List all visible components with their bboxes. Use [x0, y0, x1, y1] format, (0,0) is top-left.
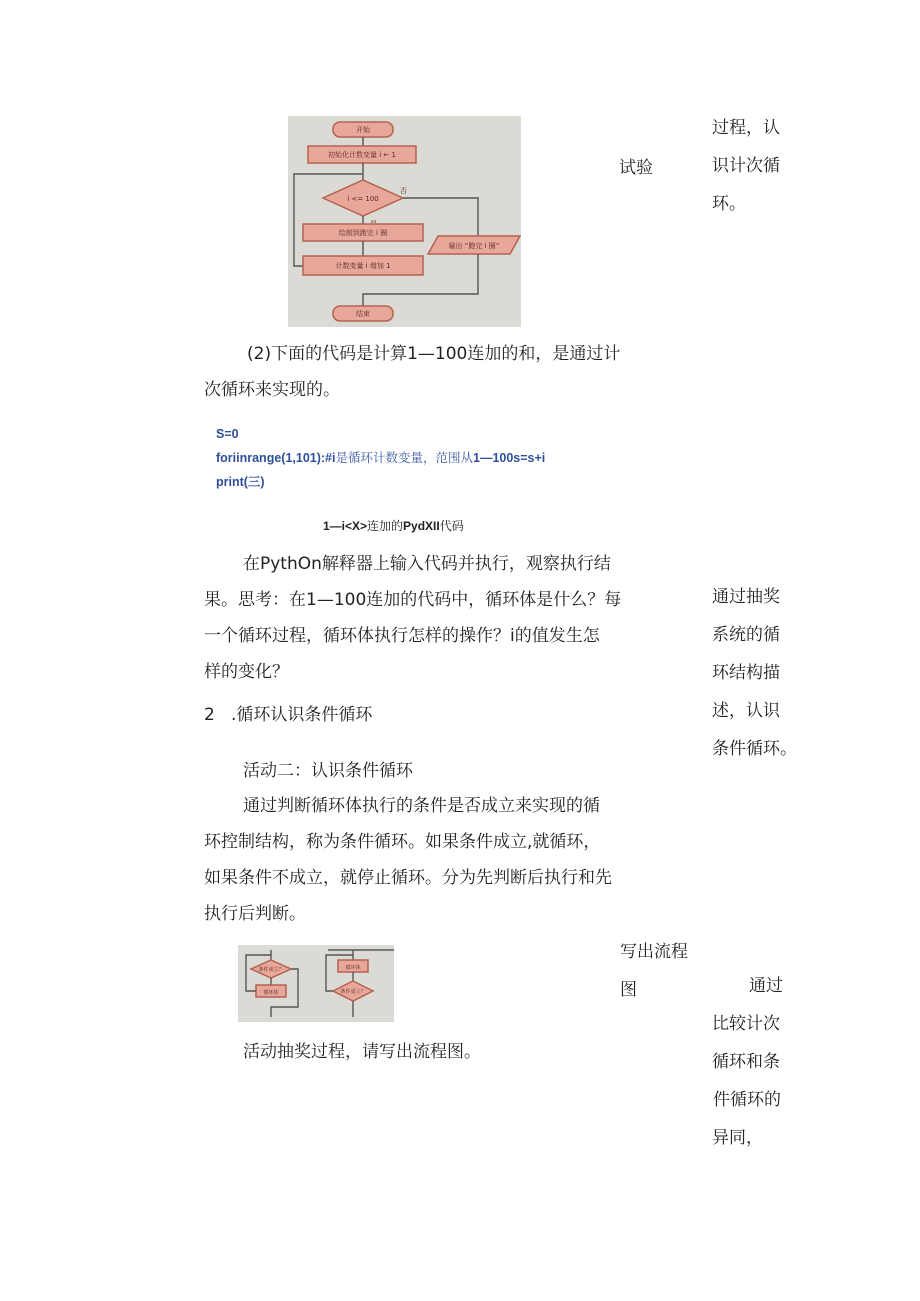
- right-note-2: 通过抽奖 系统的循 环结构描 述，认识 条件循环。: [712, 587, 797, 759]
- paragraph-think: 在PythOn解释器上输入代码并执行，观察执行结 果。思考：在1—100连加的代码中，循环体是什么？每 一个循环过程，循环体执行怎样的操作？i的值发生怎 样的变化？: [204, 554, 622, 682]
- flow-body-text: 绘制到跑完 i 圈: [338, 229, 388, 237]
- svg-text:循环体: 循环体: [345, 965, 361, 971]
- activity-2-title: 活动二：认识条件循环: [243, 761, 413, 781]
- flowchart-image-1: [288, 116, 521, 327]
- code-caption: 1—i<X>连加的PydXII代码: [323, 519, 464, 533]
- paragraph-condition-loop: 通过判断循环体执行的条件是否成立来实现的循 环控制结构，称为条件循环。如果条件成立,就循环， 如果条件不成立，就停止循环。分为先判断后执行和先 执行后判断。: [204, 796, 612, 924]
- svg-text:循环体: 循环体: [263, 990, 279, 996]
- code-line-2: foriinrange(1,101):#i是循环计数变量，范围从1—100s=s+i: [216, 450, 546, 465]
- flow-start-text: 开始: [356, 126, 370, 134]
- flow-output-text: 输出 “跑完 i 圈”: [448, 242, 500, 250]
- code-block: [216, 422, 545, 494]
- section-heading-2: 2 .循环认识条件循环: [204, 705, 373, 725]
- test-label: 试验: [619, 158, 653, 178]
- svg-text:条件成立？: 条件成立？: [258, 967, 284, 973]
- right-note-1: 过程，认 识计次循 环。: [712, 118, 780, 214]
- paragraph-code-intro: (2)下面的代码是计算1—100连加的和，是通过计 次循环来实现的。: [204, 344, 621, 400]
- svg-text:条件成立？: 条件成立？: [340, 989, 366, 995]
- flow-init-text: 初始化计数变量 i ← 1: [328, 151, 396, 159]
- flow-decision-text: i <= 100: [347, 195, 379, 203]
- flow-increment-text: 计数变量 i 增加 1: [335, 262, 391, 270]
- activity-prompt: 活动抽奖过程，请写出流程图。: [243, 1042, 481, 1062]
- code-line-3: print(三): [216, 475, 265, 489]
- flowchart-2-drawing: [238, 945, 394, 1022]
- write-flowchart-label: 写出流程 图: [620, 942, 688, 1000]
- flowchart-image-2: [238, 945, 394, 1022]
- right-note-3: 通过 比较计次 循环和条 件循环的 异同，: [712, 976, 783, 1148]
- flow-no-label: 否: [400, 187, 407, 195]
- flow-end-text: 结束: [356, 310, 370, 318]
- code-line-1: S=0: [216, 427, 239, 441]
- flowchart-1-drawing: [288, 116, 521, 327]
